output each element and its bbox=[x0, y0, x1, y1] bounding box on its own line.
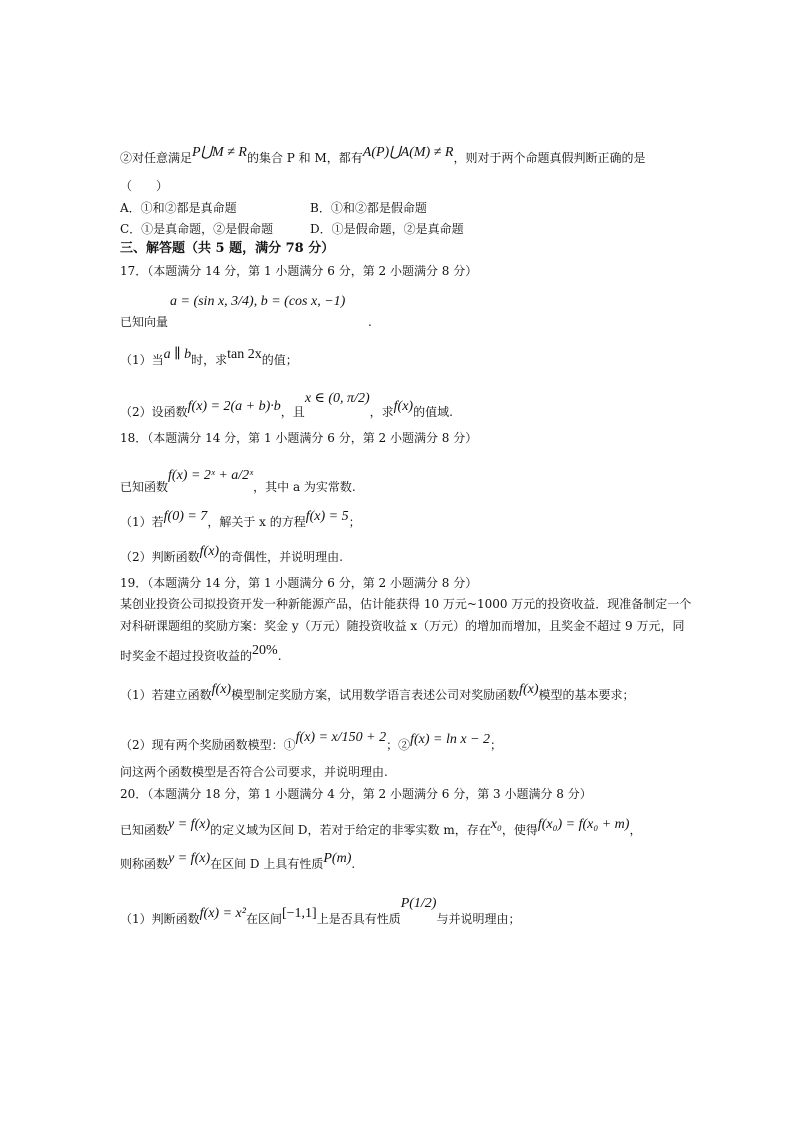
text: ，其中 a 为实常数. bbox=[253, 480, 356, 494]
math-fx-def: f(x) = 2ˣ + a/2ˣ bbox=[168, 468, 254, 483]
option-b: B．①和②都是假命题 bbox=[310, 201, 427, 215]
math-fx0-eq: f(x₀) = f(x₀ + m) bbox=[537, 817, 630, 832]
text: . bbox=[351, 857, 356, 871]
text: 模型制定奖励方案，试用数学语言表述公司对奖励函数 bbox=[231, 688, 520, 702]
text: （1）若建立函数 bbox=[120, 688, 212, 702]
math-pm: P(m) bbox=[323, 851, 352, 866]
math-model-2: f(x) = ln x − 2 bbox=[410, 732, 491, 747]
math-vectors: a = (sin x, 3/4), b = (cos x, −1) bbox=[170, 294, 346, 309]
text: 则称函数 bbox=[120, 857, 169, 871]
text: 在区间 bbox=[245, 912, 282, 926]
q17-part1 bbox=[120, 347, 298, 369]
text: ； bbox=[348, 515, 361, 529]
math-y-fx: y = f(x) bbox=[168, 817, 211, 832]
text: ， bbox=[629, 823, 642, 837]
option-c: C．①是真命题，②是假命题 bbox=[120, 222, 274, 236]
q19-para-2: 对科研课题组的奖励方案：奖金 y（万元）随投资收益 x（万元）的增加而增加，且奖金不超过 9 万元，同 bbox=[120, 619, 685, 633]
math-fx: f(x) bbox=[199, 544, 220, 559]
text: 的定义域为区间 D，若对于给定的非零实数 m，存在 bbox=[210, 823, 491, 837]
q20-part1 bbox=[120, 896, 521, 928]
text: ，且 bbox=[280, 405, 305, 419]
text: 的值； bbox=[261, 353, 298, 367]
math-model-1: f(x) = x/150 + 2 bbox=[295, 730, 387, 745]
text: ②对任意满足 bbox=[120, 151, 193, 165]
text: （2）判断函数 bbox=[120, 550, 200, 564]
text: 时奖金不超过投资收益的 bbox=[120, 649, 253, 663]
text: （1）判断函数 bbox=[120, 912, 200, 926]
math-p-half: P(1/2) bbox=[400, 896, 437, 911]
q20-heading: 20．（本题满分 18 分，第 1 小题满分 4 分，第 2 小题满分 6 分，第 3 小题满分 8 分） bbox=[120, 787, 592, 801]
text: 的值域. bbox=[413, 405, 453, 419]
option-a: A．①和②都是真命题 bbox=[120, 201, 237, 215]
math-interval: [−1,1] bbox=[281, 906, 317, 921]
text: . bbox=[277, 649, 282, 663]
q17-known bbox=[120, 314, 372, 330]
text: ，求 bbox=[369, 405, 394, 419]
text: ，解关于 x 的方程 bbox=[207, 515, 306, 529]
text: 的集合 P 和 M，都有 bbox=[246, 151, 363, 165]
text: 时，求 bbox=[191, 353, 228, 367]
math-y-fx: y = f(x) bbox=[168, 851, 211, 866]
text: ；② bbox=[386, 738, 411, 752]
q17-heading: 17．（本题满分 14 分，第 1 小题满分 6 分，第 2 小题满分 8 分） bbox=[120, 264, 478, 278]
text: 已知向量 bbox=[120, 315, 169, 329]
q19-heading: 19．（本题满分 14 分，第 1 小题满分 6 分，第 2 小题满分 8 分） bbox=[120, 576, 478, 590]
q20-para-1 bbox=[120, 817, 642, 839]
math-tan: tan 2x bbox=[227, 347, 262, 362]
q19-part2 bbox=[120, 730, 503, 754]
q19-para-3 bbox=[120, 643, 282, 665]
q20-para-2 bbox=[120, 851, 356, 873]
q19-part1 bbox=[120, 682, 635, 704]
text: 上是否具有性质 bbox=[316, 912, 401, 926]
section-3-heading: 三、解答题（共 5 题，满分 78 分） bbox=[120, 241, 335, 256]
q19-part2-question: 问这两个函数模型是否符合公司要求，并说明理由. bbox=[120, 765, 388, 779]
q19-para-1: 某创业投资公司拟投资开发一种新能源产品，估计能获得 10 万元~1000 万元的投资收益．现准备制定一个 bbox=[120, 597, 692, 611]
math-fx: f(x) bbox=[211, 682, 232, 697]
text: 在区间 D 上具有性质 bbox=[210, 857, 324, 871]
q17-part2 bbox=[120, 391, 453, 421]
text: 与并说明理由； bbox=[436, 912, 521, 926]
math-parallel: a ∥ b bbox=[163, 347, 192, 362]
text: 已知函数 bbox=[120, 480, 169, 494]
text: 模型的基本要求； bbox=[538, 688, 635, 702]
math-fx-eq: f(x) = 5 bbox=[305, 509, 349, 524]
math-a-union-expr: A(P)⋃A(M) ≠ R bbox=[362, 145, 454, 160]
math-x-squared: f(x) = x² bbox=[199, 906, 246, 921]
math-union-expr: P⋃M ≠ R bbox=[192, 145, 247, 160]
text: ，使得 bbox=[501, 823, 538, 837]
text: ； bbox=[490, 738, 503, 752]
math-percent: 20% bbox=[252, 643, 278, 658]
text: ，则对于两个命题真假判断正确的是 bbox=[453, 151, 646, 165]
math-fx-dot: f(x) = 2(a + b)·b bbox=[187, 399, 281, 414]
math-fx: f(x) bbox=[393, 399, 414, 414]
text: （2）现有两个奖励函数模型：① bbox=[120, 738, 296, 752]
q16-answer-paren: （ ） bbox=[120, 179, 169, 193]
q18-part1 bbox=[120, 509, 361, 531]
option-d: D．①是假命题，②是真命题 bbox=[310, 222, 464, 236]
q18-known bbox=[120, 468, 356, 496]
q18-heading: 18．（本题满分 14 分，第 1 小题满分 6 分，第 2 小题满分 8 分） bbox=[120, 431, 478, 445]
text: . bbox=[368, 315, 372, 329]
text: 已知函数 bbox=[120, 823, 169, 837]
q16-statement-2 bbox=[120, 145, 646, 167]
math-x0: x₀ bbox=[490, 817, 502, 832]
text: （1）当 bbox=[120, 353, 164, 367]
text: （2）设函数 bbox=[120, 405, 188, 419]
math-f0: f(0) = 7 bbox=[163, 509, 208, 524]
q18-part2 bbox=[120, 544, 343, 566]
q17-vectors bbox=[170, 293, 345, 310]
text: 的奇偶性，并说明理由. bbox=[219, 550, 343, 564]
math-interval: x ∈ (0, π/2) bbox=[304, 391, 370, 406]
math-fx: f(x) bbox=[519, 682, 539, 697]
text: （1）若 bbox=[120, 515, 164, 529]
